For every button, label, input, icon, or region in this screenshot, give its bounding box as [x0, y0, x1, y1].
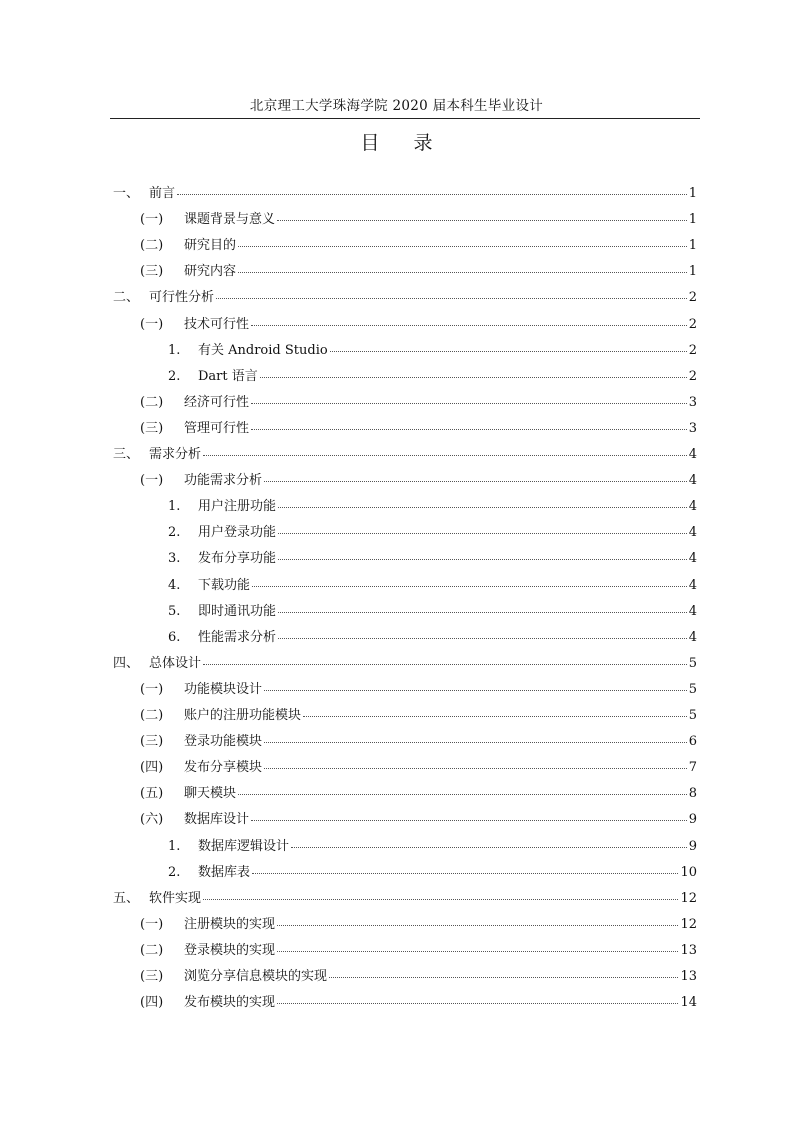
toc-entry — [140, 260, 697, 282]
toc-entry-title: 前言 — [149, 186, 176, 201]
toc-entry-page: 1 — [688, 238, 697, 253]
toc-entry-number: 4. — [168, 578, 181, 593]
toc-dot-leader — [277, 913, 678, 926]
toc-entry-page: 5 — [688, 656, 697, 671]
toc-dot-leader — [303, 704, 687, 717]
toc-dot-leader — [251, 808, 687, 821]
toc-entry — [168, 626, 697, 648]
toc-entry-number: 3. — [168, 551, 181, 566]
toc-entry-number: (二) — [140, 395, 164, 410]
toc-entry-page: 9 — [688, 839, 697, 854]
toc-entry-page: 4 — [688, 578, 697, 593]
toc-entry — [140, 756, 697, 778]
toc-entry — [113, 182, 697, 204]
toc-entry — [140, 417, 697, 439]
toc-entry-number: (一) — [140, 473, 164, 488]
toc-entry-number: (一) — [140, 682, 164, 697]
toc-dot-leader — [264, 730, 687, 743]
toc-dot-leader — [203, 443, 687, 456]
toc-entry-title: 可行性分析 — [149, 290, 215, 305]
toc-entry-title: 功能需求分析 — [184, 473, 263, 488]
toc-dot-leader — [252, 574, 687, 587]
toc-entry-page: 13 — [680, 943, 697, 958]
toc-entry-page: 12 — [680, 917, 697, 932]
toc-entry-number: (五) — [140, 786, 164, 801]
toc-entry — [140, 808, 697, 830]
toc-entry-title: 下载功能 — [198, 578, 251, 593]
toc-entry-title: 数据库逻辑设计 — [198, 839, 290, 854]
toc-entry-number: (三) — [140, 264, 164, 279]
toc-entry-number: (一) — [140, 212, 164, 227]
toc-dot-leader — [252, 861, 678, 874]
toc-entry — [168, 339, 697, 361]
toc-entry-page: 1 — [688, 264, 697, 279]
toc-entry-title: 用户注册功能 — [198, 499, 277, 514]
toc-title: 目 录 — [360, 132, 447, 154]
toc-entry-title: 数据库表 — [198, 865, 251, 880]
page-header: 北京理工大学珠海学院 2020 届本科生毕业设计 — [249, 98, 544, 114]
toc-entry-number: 6. — [168, 630, 181, 645]
toc-entry-title: 发布分享模块 — [184, 760, 263, 775]
toc-entry-title: 课题背景与意义 — [184, 212, 276, 227]
toc-entry-title: 登录功能模块 — [184, 734, 263, 749]
toc-entry-title: 浏览分享信息模块的实现 — [184, 969, 328, 984]
toc-dot-leader — [291, 835, 687, 848]
toc-entry — [168, 861, 697, 883]
toc-entry-number: (二) — [140, 943, 164, 958]
toc-dot-leader — [278, 600, 687, 613]
toc-entry — [168, 495, 697, 517]
toc-dot-leader — [277, 939, 678, 952]
toc-dot-leader — [251, 417, 687, 430]
toc-entry-number: 一、 — [113, 186, 140, 201]
toc-dot-leader — [216, 286, 687, 299]
toc-entry-title: 研究内容 — [184, 264, 237, 279]
toc-entry-title: 总体设计 — [149, 656, 202, 671]
toc-entry-number: (三) — [140, 421, 164, 436]
toc-entry — [168, 365, 697, 387]
toc-dot-leader — [278, 495, 687, 508]
toc-dot-leader — [251, 313, 687, 326]
toc-entry-number: 5. — [168, 604, 181, 619]
toc-entry-number: (二) — [140, 708, 164, 723]
toc-entry-title: 功能模块设计 — [184, 682, 263, 697]
toc-entry-number: 2. — [168, 525, 181, 540]
toc-entry-page: 2 — [688, 317, 697, 332]
toc-dot-leader — [264, 678, 687, 691]
toc-entry-number: 三、 — [113, 447, 140, 462]
toc-entry-page: 4 — [688, 604, 697, 619]
toc-dot-leader — [203, 652, 687, 665]
toc-dot-leader — [278, 547, 687, 560]
toc-entry — [168, 547, 697, 569]
toc-entry-title: 即时通讯功能 — [198, 604, 277, 619]
toc-entry-title: 性能需求分析 — [198, 630, 277, 645]
toc-entry-page: 13 — [680, 969, 697, 984]
toc-entry-number: (一) — [140, 917, 164, 932]
toc-entry-title: 注册模块的实现 — [184, 917, 276, 932]
toc-entry-title: 发布分享功能 — [198, 551, 277, 566]
toc-entry-page: 8 — [688, 786, 697, 801]
toc-entry-number: 1. — [168, 839, 181, 854]
toc-dot-leader — [177, 182, 687, 195]
toc-entry-title: 需求分析 — [149, 447, 202, 462]
toc-entry-page: 4 — [688, 630, 697, 645]
toc-entry-number: 二、 — [113, 290, 140, 305]
toc-entry — [140, 678, 697, 700]
toc-entry-title: 经济可行性 — [184, 395, 250, 410]
toc-entry-number: 1. — [168, 343, 181, 358]
toc-entry-page: 2 — [688, 290, 697, 305]
toc-entry-title: 有关 Android Studio — [198, 343, 328, 358]
toc-entry-title: Dart 语言 — [198, 369, 258, 384]
toc-entry-title: 账户的注册功能模块 — [184, 708, 302, 723]
toc-entry — [140, 391, 697, 413]
toc-entry-number: (一) — [140, 317, 164, 332]
toc-entry-page: 9 — [688, 812, 697, 827]
toc-dot-leader — [264, 469, 687, 482]
toc-entry-number: (六) — [140, 812, 164, 827]
toc-entry — [140, 965, 697, 987]
toc-entry — [140, 782, 697, 804]
toc-entry-title: 用户登录功能 — [198, 525, 277, 540]
toc-entry-page: 7 — [688, 760, 697, 775]
toc-entry-page: 10 — [680, 865, 697, 880]
toc-entry — [168, 521, 697, 543]
toc-entry-page: 12 — [680, 891, 697, 906]
toc-entry — [168, 600, 697, 622]
toc-entry — [140, 991, 697, 1013]
toc-entry — [113, 652, 697, 674]
toc-entry-title: 技术可行性 — [184, 317, 250, 332]
toc-entry-title: 软件实现 — [149, 891, 202, 906]
toc-entry-page: 1 — [688, 212, 697, 227]
toc-entry-number: (二) — [140, 238, 164, 253]
toc-dot-leader — [277, 208, 687, 221]
toc-entry-number: 2. — [168, 369, 181, 384]
toc-entry-page: 1 — [688, 186, 697, 201]
toc-entry-number: 2. — [168, 865, 181, 880]
toc-entry-page: 3 — [688, 395, 697, 410]
toc-entry-page: 4 — [688, 473, 697, 488]
toc-entry-title: 研究目的 — [184, 238, 237, 253]
toc-entry-page: 4 — [688, 551, 697, 566]
toc-entry-number: (四) — [140, 760, 164, 775]
toc-entry — [168, 574, 697, 596]
toc-entry-number: 五、 — [113, 891, 140, 906]
toc-entry — [140, 939, 697, 961]
toc-entry-page: 2 — [688, 369, 697, 384]
toc-entry-page: 5 — [688, 682, 697, 697]
toc-dot-leader — [277, 991, 678, 1004]
toc-entry-page: 3 — [688, 421, 697, 436]
toc-entry-number: (三) — [140, 969, 164, 984]
toc-entry-title: 发布模块的实现 — [184, 995, 276, 1010]
toc-entry-title: 登录模块的实现 — [184, 943, 276, 958]
toc-entry — [140, 730, 697, 752]
toc-entry-number: (四) — [140, 995, 164, 1010]
toc-entry — [113, 443, 697, 465]
toc-entry — [140, 913, 697, 935]
toc-entry — [168, 835, 697, 857]
toc-dot-leader — [238, 260, 687, 273]
toc-entry-page: 4 — [688, 499, 697, 514]
toc-entry-number: (三) — [140, 734, 164, 749]
toc-entry — [140, 313, 697, 335]
toc-entry-title: 数据库设计 — [184, 812, 250, 827]
toc-entry — [140, 469, 697, 491]
toc-entry-title: 管理可行性 — [184, 421, 250, 436]
toc-dot-leader — [278, 521, 687, 534]
toc-dot-leader — [278, 626, 687, 639]
toc-dot-leader — [329, 965, 678, 978]
toc-entry-page: 5 — [688, 708, 697, 723]
toc-entry-page: 2 — [688, 343, 697, 358]
toc-entry-title: 聊天模块 — [184, 786, 237, 801]
toc-entry-page: 6 — [688, 734, 697, 749]
toc-dot-leader — [203, 887, 678, 900]
toc-dot-leader — [251, 391, 687, 404]
toc-entry-page: 4 — [688, 525, 697, 540]
toc-entry — [113, 887, 697, 909]
toc-entry — [140, 234, 697, 256]
toc-entry-page: 14 — [680, 995, 697, 1010]
toc-dot-leader — [264, 756, 687, 769]
toc-entry-page: 4 — [688, 447, 697, 462]
toc-dot-leader — [260, 365, 687, 378]
toc-dot-leader — [330, 339, 687, 352]
toc-entry — [140, 208, 697, 230]
toc-entry — [140, 704, 697, 726]
toc-entry-number: 1. — [168, 499, 181, 514]
toc-dot-leader — [238, 234, 687, 247]
toc-entry-number: 四、 — [113, 656, 140, 671]
header-rule — [110, 118, 700, 119]
toc-entry — [113, 286, 697, 308]
toc-dot-leader — [238, 782, 687, 795]
